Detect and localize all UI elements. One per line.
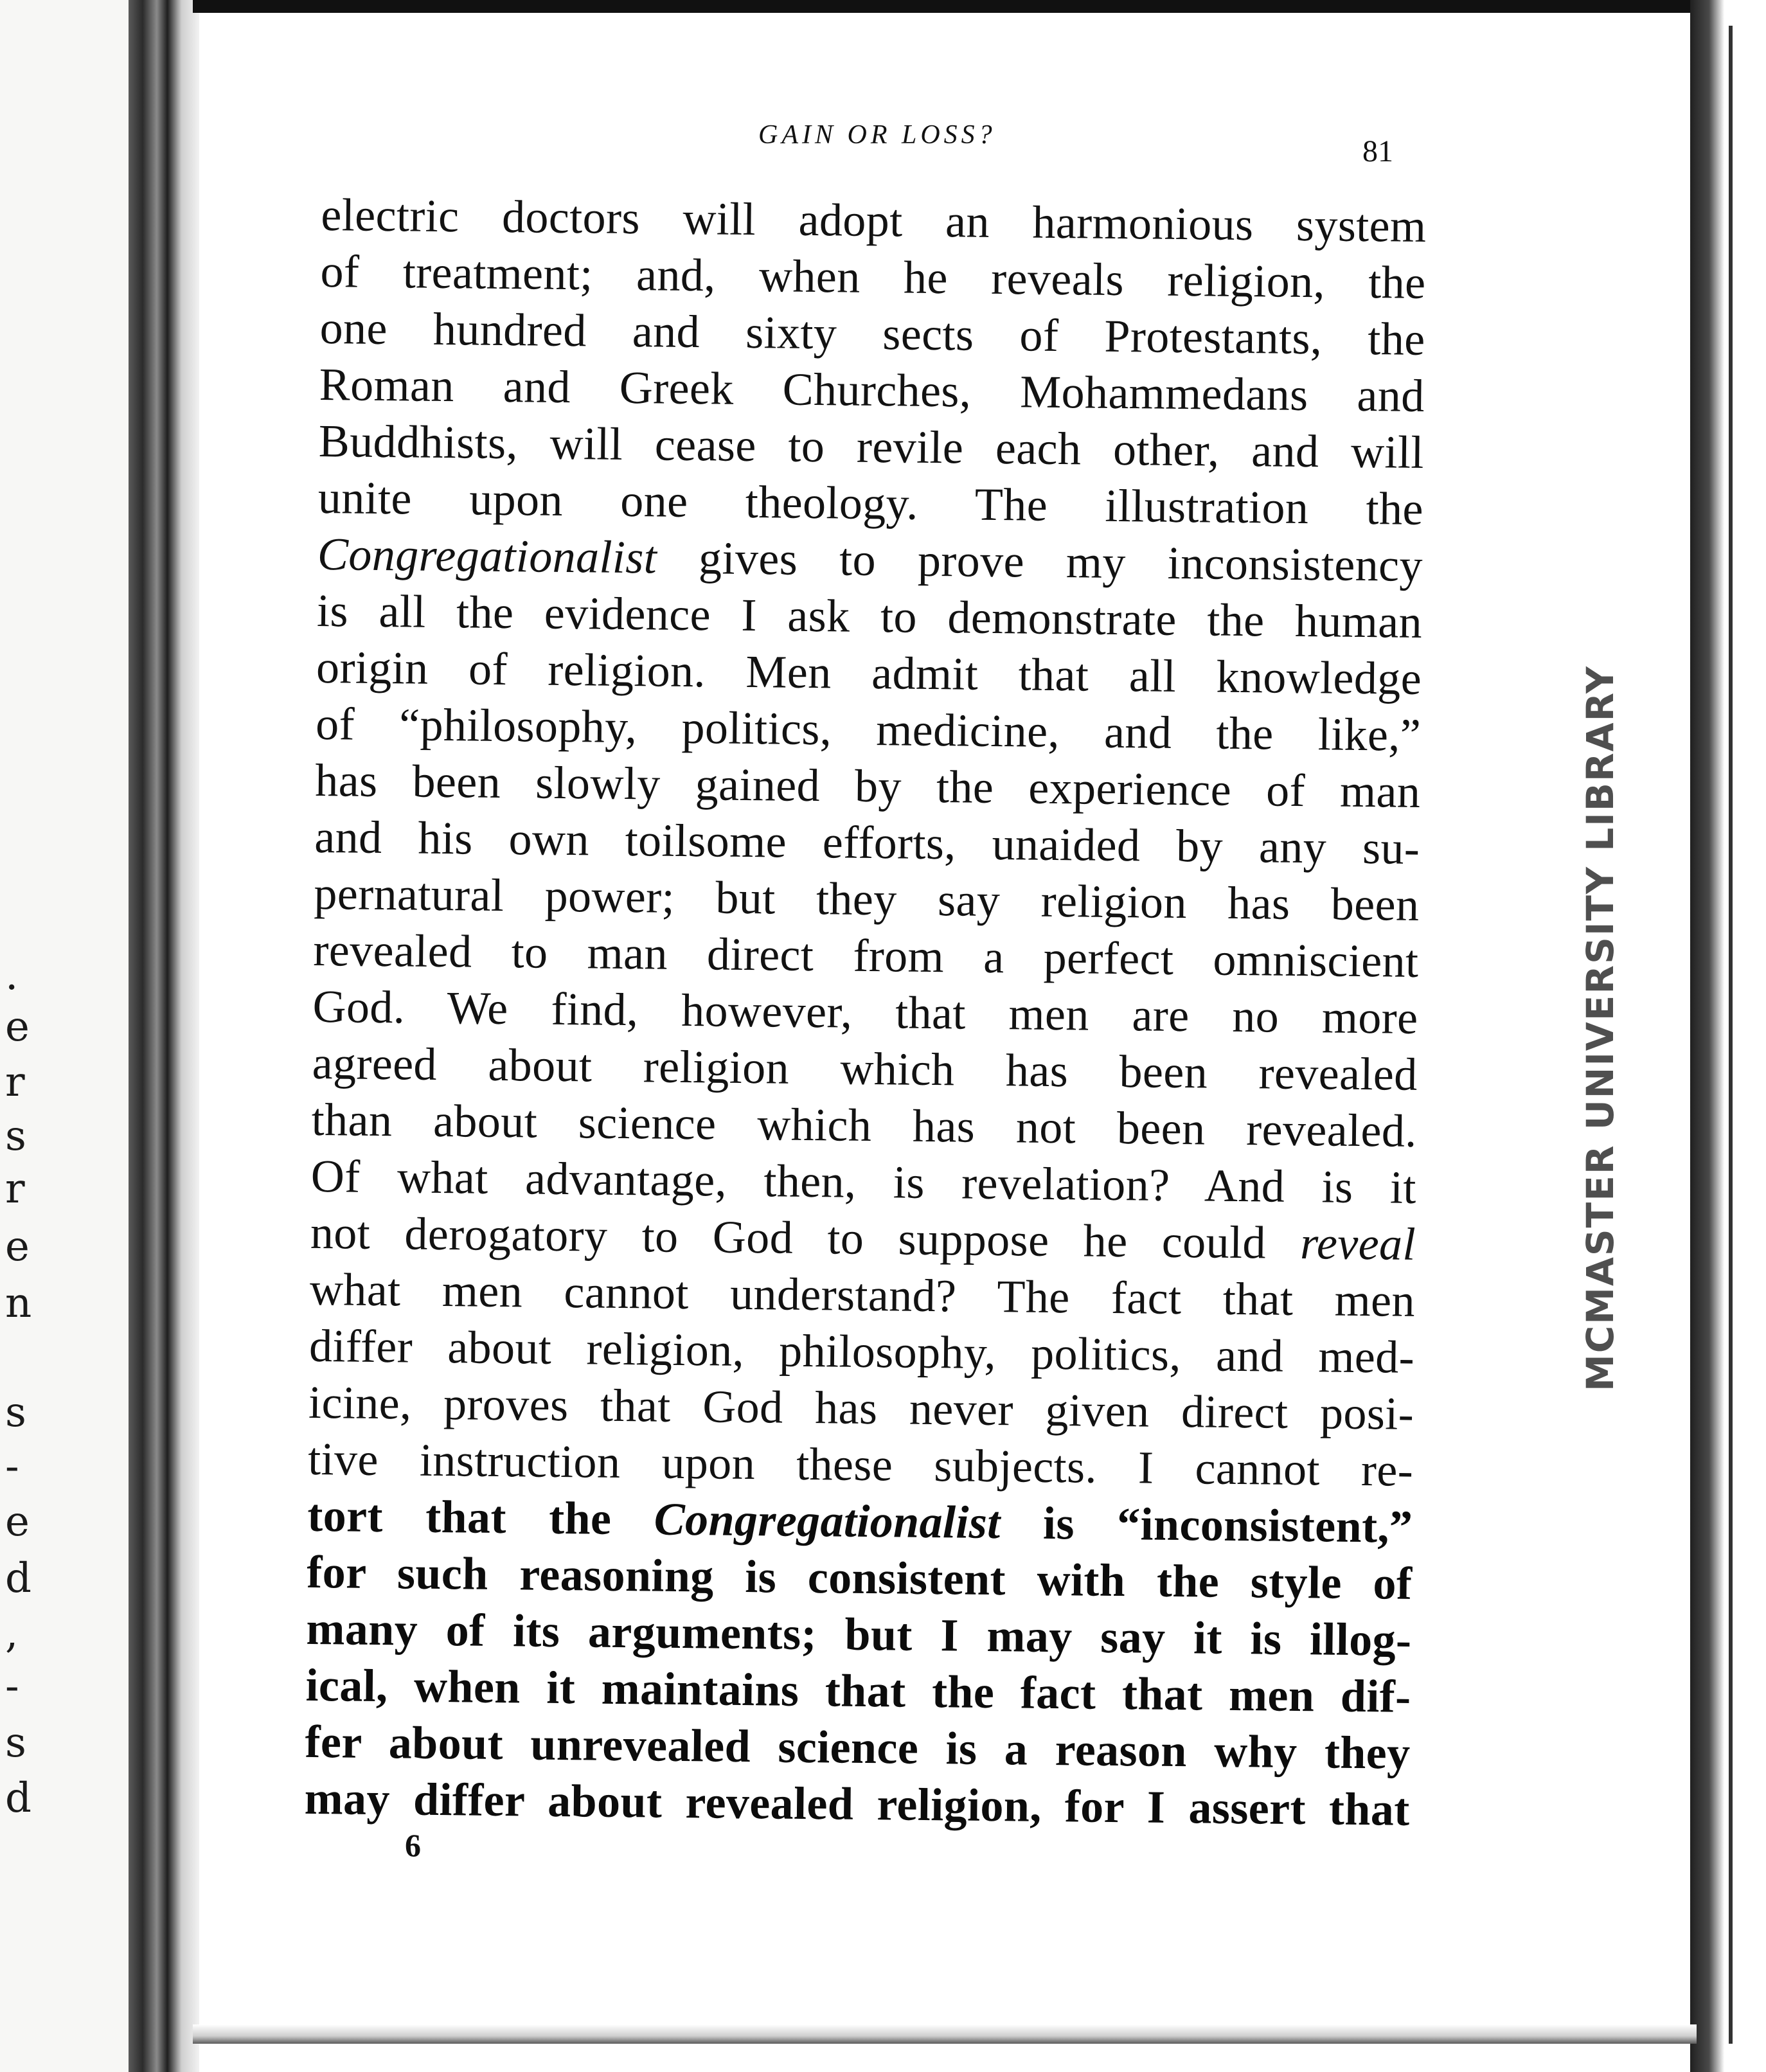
italic-text-span: Congregationalist [317,528,657,584]
previous-page-fragment: s [5,1719,26,1767]
italic-text-span: Congregationalist [654,1493,1001,1549]
previous-page-fragment: d [5,1774,31,1822]
previous-page-fragment: d [5,1555,31,1602]
text-span: is all the evidence I ask to demonstrate the human [316,584,1423,648]
text-span: one hundred and sixty sects of Protestants, the [319,301,1426,365]
text-span: ical, when it maintains that the fact that men dif- [305,1659,1411,1722]
body-text [304,186,1427,1838]
text-span: many of its arguments; but I may say it is illog- [306,1602,1412,1666]
library-stamp [1568,665,1632,1395]
previous-page-fragment: e [5,1498,30,1546]
page-number: 81 [1362,134,1393,168]
text-span: icine, proves that God has never given direct posi- [308,1376,1414,1440]
text-span: Buddhists, will cease to revile each other, and will [318,415,1425,478]
text-span: Roman and Greek Churches, Mohammedans and [319,358,1425,422]
page-bottom-edge [193,2024,1697,2044]
text-span: may differ about revealed religion, for I assert that [304,1772,1411,1835]
text-span: revealed to man direct from a perfect omniscient [313,924,1419,987]
page-right-edge [1690,0,1766,2072]
previous-page-fragment: s [5,1389,26,1436]
previous-page-fragment: - [5,1443,19,1490]
text-span: pernatural power; but they say religion has been [314,867,1420,931]
text-span: of treatment; and, when he reveals religion, the [320,245,1426,309]
previous-page-fragment: - [5,1663,19,1710]
previous-page-fragment: . [5,952,19,999]
previous-page-fragment: e [5,1223,30,1271]
text-span: differ about religion, philosophy, politics, and med- [308,1319,1415,1383]
text-span: has been slowly gained by the experience of man [314,754,1421,817]
text-span: fer about unrevealed science is a reason why they [305,1715,1411,1779]
page-right-edge-line [1729,26,1733,2044]
text-line [304,1770,1410,1838]
text-span: than about science which has not been revealed. [311,1093,1418,1157]
text-span: for such reasoning is consistent with the style of [307,1546,1413,1609]
text-span: gives to prove my inconsistency [656,531,1423,591]
text-span: origin of religion. Men admit that all knowledge [316,641,1422,704]
text-span: and his own toilsome efforts, unaided by any su- [314,810,1420,874]
previous-page-fragment: r [5,1165,25,1213]
text-span: what men cannot understand? The fact that men [309,1263,1416,1326]
text-span: tive instruction upon these subjects. I cannot re- [307,1433,1414,1496]
previous-page-fragment: s [5,1112,26,1160]
text-span: electric doctors will adopt an harmonious system [321,188,1427,253]
running-head: GAIN OR LOSS? [758,120,996,150]
text-span: agreed about religion which has been revealed [312,1037,1418,1100]
previous-page-fragment: , [5,1610,19,1657]
book-gutter [129,0,199,2072]
text-span: tort that the [307,1489,655,1545]
previous-page-fragment: r [5,1058,25,1106]
signature-mark: 6 [405,1827,421,1863]
text-span: Of what advantage, then, is revelation? And is it [310,1150,1417,1213]
previous-page-fragment: e [5,1003,30,1051]
text-span: is “inconsistent,” [1000,1497,1413,1553]
previous-page-fragments [0,0,129,2072]
text-span: of “philosophy, politics, medicine, and the like,” [315,697,1422,761]
text-span: not derogatory to God to suppose he could [310,1206,1301,1269]
previous-page-fragment: n [5,1280,32,1327]
library-stamp-text: MCMASTER UNIVERSITY LIBRARY [1578,665,1622,1391]
italic-text-span: reveal [1299,1217,1416,1270]
text-span: unite upon one theology. The illustration the [317,471,1424,535]
text-span: God. We find, however, that men are no more [312,980,1418,1044]
page-top-edge [193,0,1703,13]
